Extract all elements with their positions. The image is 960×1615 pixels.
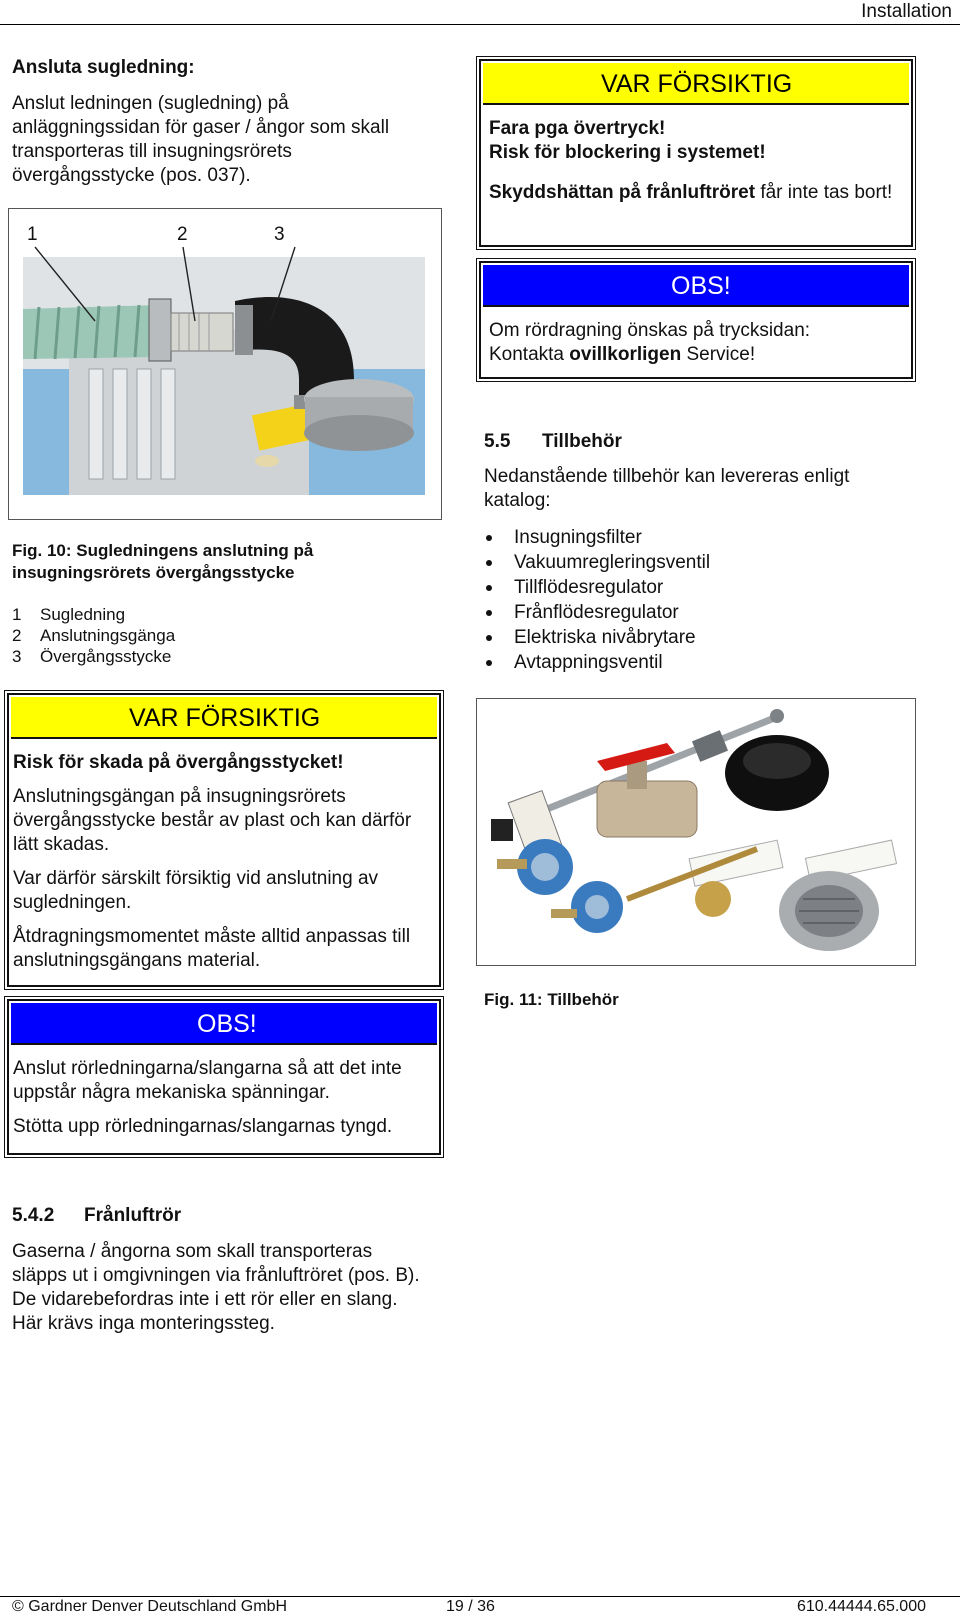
caution-paragraph: Anslutningsgängan på insugningsrörets övergångsstycke består av plast och kan därför lätt skadas. — [13, 786, 412, 855]
note-title: OBS! — [483, 265, 909, 307]
list-item: Avtappningsventil — [484, 650, 710, 675]
footer-doc-number: 610.44444.65.000 — [796, 1598, 926, 1615]
legend-text: Sugledning — [40, 605, 126, 624]
note-paragraph: Stötta upp rörledningarnas/slangarnas tyngd. — [13, 1116, 393, 1137]
caution-line-3 — [489, 181, 905, 205]
legend-item — [12, 604, 175, 625]
note-line-2-post: Service! — [681, 344, 756, 365]
figure-10-caption — [12, 540, 412, 584]
note-box-top — [476, 258, 916, 382]
figure-11-caption-text: Tillbehör — [547, 990, 619, 1009]
caution-title: VAR FÖRSIKTIG — [483, 63, 909, 105]
legend-number: 3 — [12, 647, 22, 666]
exhaust-line: Här krävs inga monteringssteg. — [12, 1313, 275, 1334]
caution-paragraph: Åtdragningsmomentet måste alltid anpassas till anslutningsgängans material. — [13, 926, 411, 971]
note-line-2-bold: ovillkorligen — [569, 344, 682, 365]
list-item: Frånflödesregulator — [484, 600, 710, 625]
exhaust-line: De vidarebefordras inte i ett rör eller en slang. — [12, 1289, 398, 1310]
note-box-bottom — [4, 996, 444, 1158]
figure-10-legend — [12, 604, 175, 667]
caution-box-top — [476, 56, 916, 250]
exhaust-heading — [12, 1204, 181, 1228]
caution-line-2: Risk för blockering i systemet! — [489, 142, 766, 163]
caution-body — [13, 751, 433, 983]
caution-bold-line: Risk för skada på övergångsstycket! — [13, 752, 344, 773]
header-section-title: Installation — [861, 1, 952, 22]
figure-10-caption-text: Sugledningens anslutning på insugningsrörets övergångsstycke — [12, 541, 314, 582]
accessories-number: 5.5 — [484, 431, 511, 452]
caution-line-3-rest: får inte tas bort! — [755, 182, 893, 203]
note-title: OBS! — [11, 1003, 437, 1045]
footer-page-number: 19 / 36 — [446, 1598, 495, 1615]
accessories-heading — [484, 430, 622, 454]
connect-suction-text: Anslut ledningen (sugledning) på anläggningssidan för gaser / ångor som skall transporteras till insugningsrörets övergångsstycke (pos. 037). — [12, 93, 390, 186]
figure-11-label: Fig. 11: — [484, 990, 543, 1009]
callout-1: 1 — [27, 224, 38, 245]
caution-body — [489, 117, 905, 205]
legend-text: Anslutningsgänga — [40, 626, 176, 645]
legend-text: Övergångsstycke — [40, 647, 172, 666]
callout-2: 2 — [177, 224, 188, 245]
note-body — [13, 1057, 433, 1149]
accessories-list — [484, 525, 710, 675]
exhaust-line: släpps ut i omgivningen via frånluftröret (pos. B). — [12, 1265, 420, 1286]
legend-item — [12, 646, 175, 667]
figure-10-frame — [8, 208, 442, 520]
note-line-2 — [489, 343, 905, 367]
caution-line-1: Fara pga övertryck! — [489, 118, 666, 139]
note-line-2-pre: Kontakta — [489, 344, 570, 365]
header-divider — [0, 24, 960, 25]
footer-company: © Gardner Denver Deutschland GmbH — [12, 1598, 288, 1615]
exhaust-line: Gaserna / ångorna som skall transporteras — [12, 1241, 373, 1262]
accessories-title: Tillbehör — [542, 431, 622, 452]
exhaust-text — [12, 1240, 420, 1336]
list-item: Elektriska nivåbrytare — [484, 625, 710, 650]
list-item: Insugningsfilter — [484, 525, 710, 550]
suction-connection-photo — [9, 209, 443, 521]
list-item: Vakuumregleringsventil — [484, 550, 710, 575]
caution-title: VAR FÖRSIKTIG — [11, 697, 437, 739]
figure-10-label: Fig. 10: — [12, 541, 72, 560]
exhaust-title: Frånluftrör — [84, 1205, 182, 1226]
note-body — [489, 319, 905, 367]
caution-paragraph: Var därför särskilt försiktig vid anslutning av sugledningen. — [13, 868, 379, 913]
legend-item — [12, 625, 175, 646]
footer-divider — [0, 1596, 960, 1597]
accessories-intro: Nedanstående tillbehör kan levereras enligt katalog: — [484, 466, 850, 511]
note-paragraph: Anslut rörledningarna/slangarna så att det inte uppstår några mekaniska spänningar. — [13, 1058, 402, 1103]
connect-suction-heading: Ansluta sugledning: — [12, 57, 195, 78]
list-item: Tillflödesregulator — [484, 575, 710, 600]
figure-11-caption — [484, 988, 619, 1012]
note-line-1: Om rördragning önskas på trycksidan: — [489, 320, 811, 341]
callout-3: 3 — [274, 224, 285, 245]
legend-number: 1 — [12, 605, 22, 624]
caution-line-3-bold: Skyddshättan på frånluftröret — [489, 182, 756, 203]
legend-number: 2 — [12, 626, 22, 645]
exhaust-number: 5.4.2 — [12, 1205, 55, 1226]
caution-box-bottom — [4, 690, 444, 990]
figure-11-frame — [476, 698, 916, 966]
accessories-photo — [477, 699, 917, 967]
